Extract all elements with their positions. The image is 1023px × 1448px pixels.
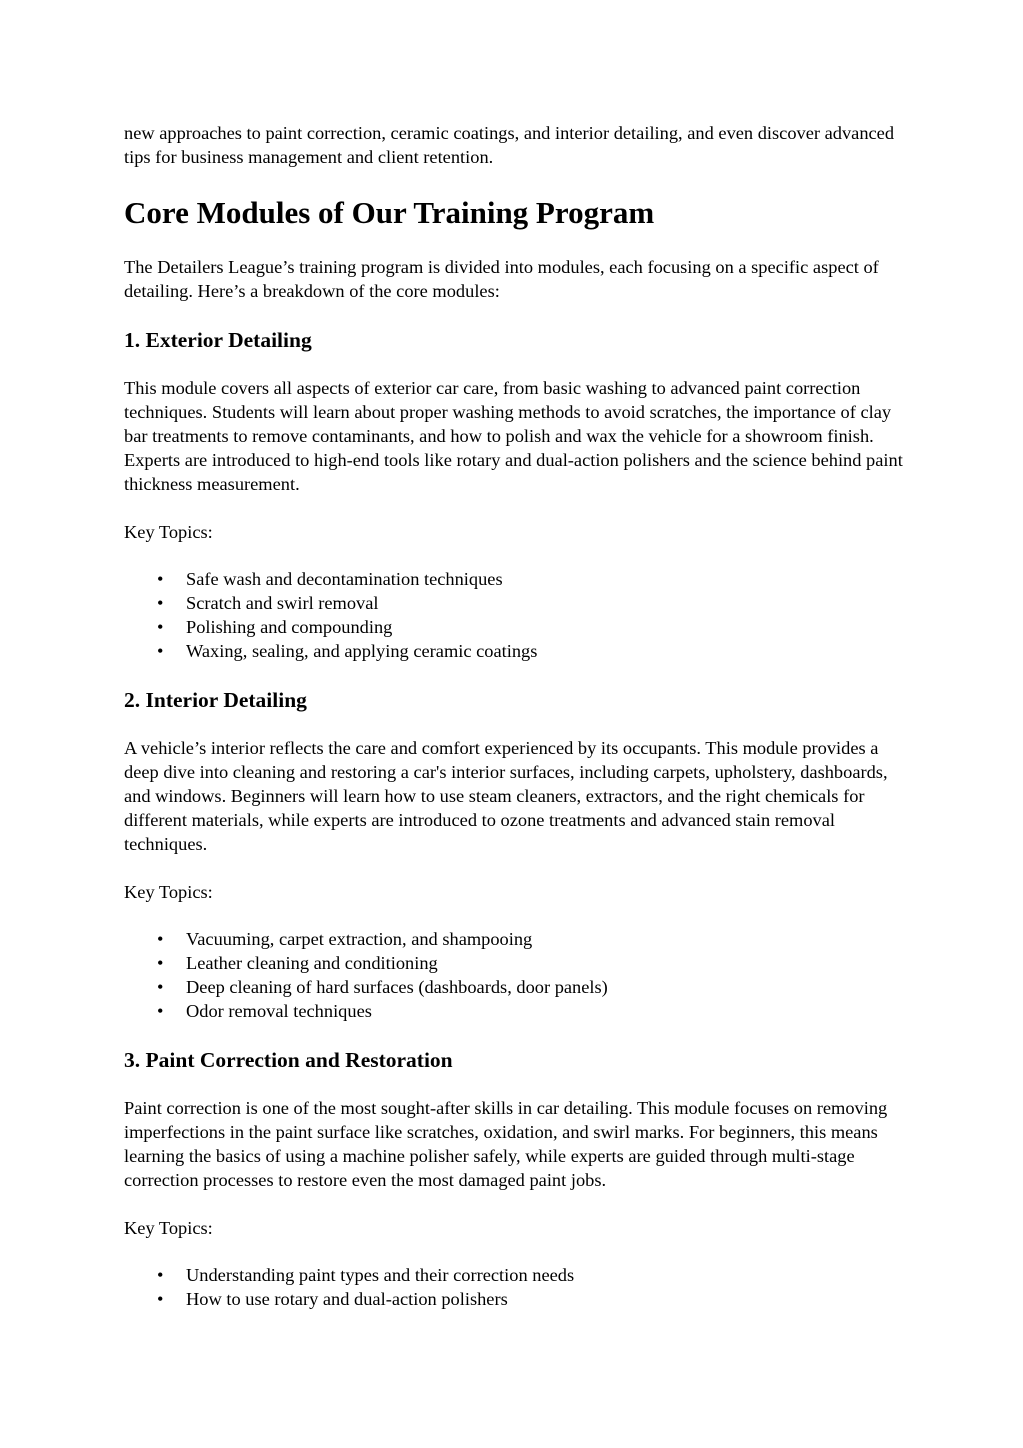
list-item: [124, 1287, 914, 1311]
list-item-text: How to use rotary and dual-action polishers: [186, 1289, 508, 1309]
bullet-icon: •: [157, 953, 164, 973]
page-title: Core Modules of Our Training Program: [124, 195, 655, 230]
list-item-text: Polishing and compounding: [186, 617, 393, 637]
topic-list: [124, 1263, 914, 1311]
list-item-text: Waxing, sealing, and applying ceramic coatings: [186, 641, 538, 661]
list-item-text: Scratch and swirl removal: [186, 593, 379, 613]
bullet-icon: •: [157, 569, 164, 589]
key-topics-label: Key Topics:: [124, 522, 213, 542]
list-item: [124, 615, 914, 639]
bullet-icon: •: [157, 1001, 164, 1021]
document-page: [124, 121, 914, 1335]
bullet-icon: •: [157, 617, 164, 637]
module-interior-detailing: [124, 687, 914, 1023]
module-body: A vehicle’s interior reflects the care and comfort experienced by its occupants. This module provides a deep dive into cleaning and restoring a car's interior surfaces, including carpets, upholstery, dashboards, and windows. Beginners will learn how to use steam cleaners, extractors, and the right chemicals for different materials, while experts are introduced to ozone treatments and advanced stain removal techniques.: [124, 738, 888, 854]
list-item-text: Understanding paint types and their correction needs: [186, 1265, 575, 1285]
lead-paragraph: The Detailers League’s training program is divided into modules, each focusing on a specific aspect of detailing. Here’s a breakdown of the core modules:: [124, 257, 879, 301]
list-item: [124, 591, 914, 615]
module-title: 2. Interior Detailing: [124, 688, 307, 712]
list-item: [124, 975, 914, 999]
list-item-text: Vacuuming, carpet extraction, and shampooing: [186, 929, 533, 949]
list-item-text: Deep cleaning of hard surfaces (dashboards, door panels): [186, 977, 608, 997]
bullet-icon: •: [157, 1289, 164, 1309]
bullet-icon: •: [157, 641, 164, 661]
bullet-icon: •: [157, 929, 164, 949]
topic-list: [124, 927, 914, 1023]
list-item-text: Leather cleaning and conditioning: [186, 953, 438, 973]
module-body: Paint correction is one of the most sought-after skills in car detailing. This module focuses on removing imperfections in the paint surface like scratches, oxidation, and swirl marks. For beginners, this means learning the basics of using a machine polisher safely, while experts are guided through multi-stage correction processes to restore even the most damaged paint jobs.: [124, 1098, 888, 1190]
list-item-text: Safe wash and decontamination techniques: [186, 569, 503, 589]
list-item: [124, 927, 914, 951]
list-item: [124, 639, 914, 663]
bullet-icon: •: [157, 1265, 164, 1285]
topic-list: [124, 567, 914, 663]
intro-paragraph: new approaches to paint correction, ceramic coatings, and interior detailing, and even discover advanced tips for business management and client retention.: [124, 123, 895, 167]
bullet-icon: •: [157, 977, 164, 997]
list-item: [124, 567, 914, 591]
list-item: [124, 999, 914, 1023]
module-title: 1. Exterior Detailing: [124, 328, 312, 352]
list-item: [124, 951, 914, 975]
key-topics-label: Key Topics:: [124, 1218, 213, 1238]
module-title: 3. Paint Correction and Restoration: [124, 1048, 453, 1072]
module-body: This module covers all aspects of exterior car care, from basic washing to advanced paint correction techniques. Students will learn about proper washing methods to avoid scratches, the importance of clay bar treatments to remove contaminants, and how to polish and wax the vehicle for a showroom finish. Experts are introduced to high-end tools like rotary and dual-action polishers and the science behind paint thickness measurement.: [124, 378, 903, 494]
bullet-icon: •: [157, 593, 164, 613]
module-exterior-detailing: [124, 327, 914, 663]
list-item-text: Odor removal techniques: [186, 1001, 372, 1021]
list-item: [124, 1263, 914, 1287]
module-paint-correction: [124, 1047, 914, 1311]
key-topics-label: Key Topics:: [124, 882, 213, 902]
